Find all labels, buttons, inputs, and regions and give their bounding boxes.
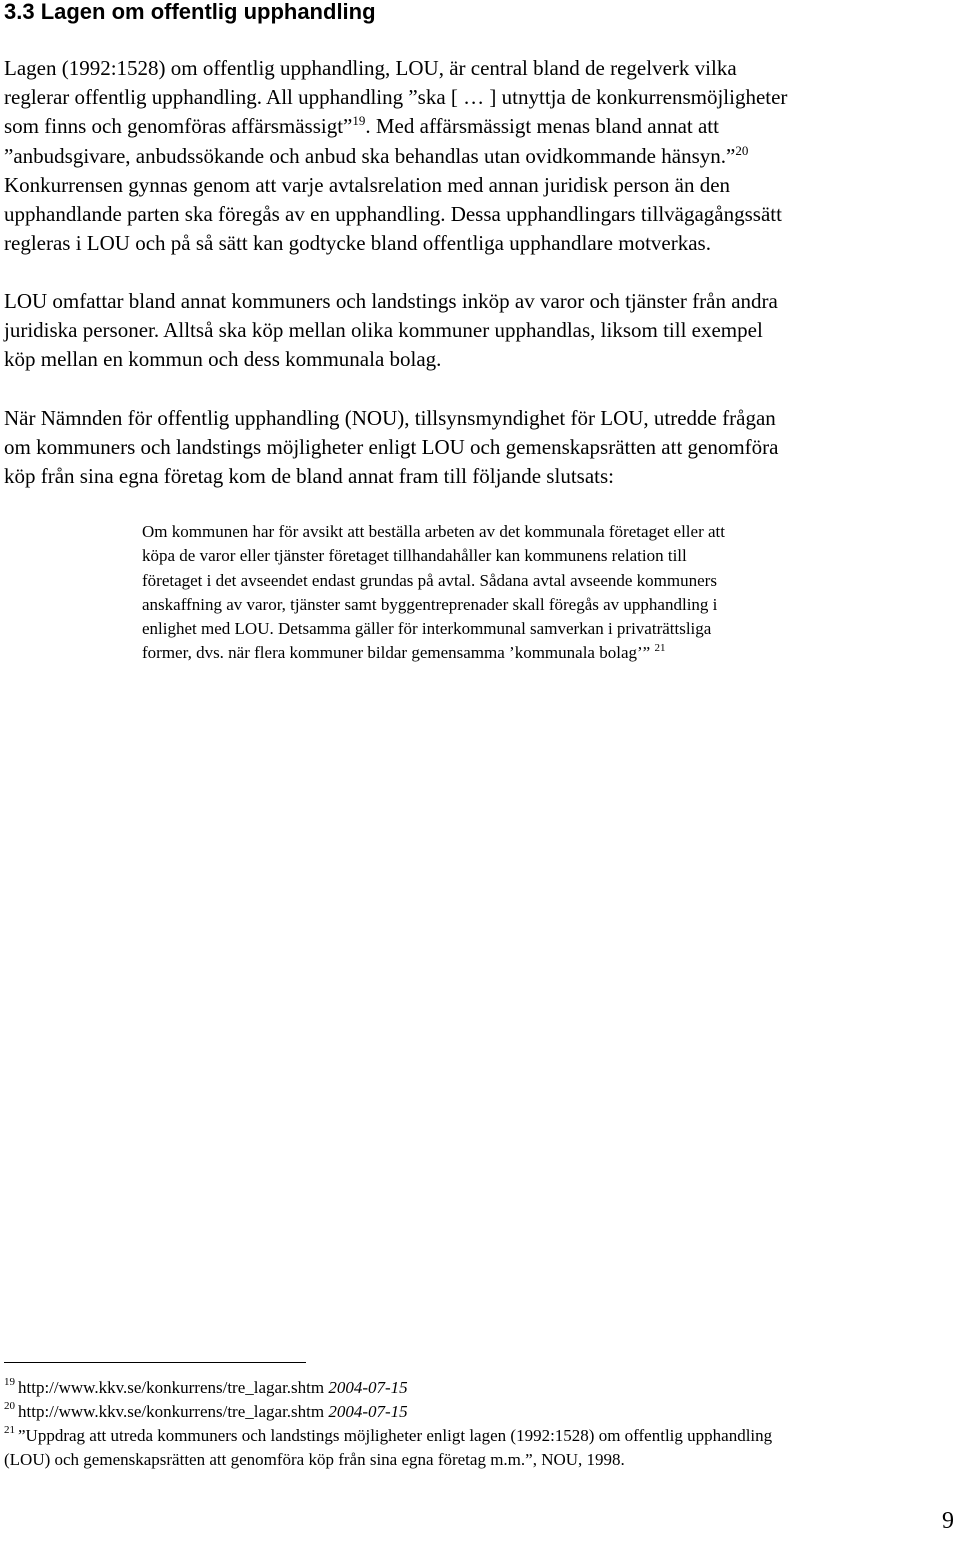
footnote-ref-19[interactable]: 19 <box>352 113 366 129</box>
text-segment: som finns och genomföras affärsmässigt” <box>4 114 353 139</box>
text-line <box>4 1424 956 1448</box>
quote-line <box>142 641 882 665</box>
footnote-ref-21[interactable]: 21 <box>654 642 666 655</box>
quote-line: företaget i det avseendet endast grundas på avtal. Sådana avtal avseende kommuners <box>142 570 717 590</box>
paragraph-lou-scope <box>4 287 956 375</box>
paragraph-nou-conclusion <box>4 404 956 492</box>
text-line: Konkurrensen gynnas genom att varje avtalsrelation med annan juridisk person än den <box>4 172 731 197</box>
text-segment: . Med affärsmässigt menas bland annat att <box>365 114 719 139</box>
section-heading: 3.3 Lagen om offentlig upphandling <box>4 0 376 24</box>
block-quote <box>142 520 882 666</box>
text-line: När Nämnden för offentlig upphandling (NOU), tillsynsmyndighet för LOU, utredde frågan <box>4 406 776 430</box>
text-segment: ”anbudsgivare, anbudssökande och anbud ska behandlas utan ovidkommande hänsyn.” <box>4 143 736 168</box>
footnote-date: 2004-07-15 <box>328 1378 408 1397</box>
quote-line: enlighet med LOU. Detsamma gäller för interkommunal samverkan i privaträttsliga <box>142 619 712 639</box>
footnote-date: 2004-07-15 <box>328 1402 408 1421</box>
text-segment: former, dvs. när flera kommuner bildar gemensamma ’kommunala bolag’” <box>142 643 651 663</box>
text-line: reglerar offentlig upphandling. All upphandling ”ska [ … ] utnyttja de konkurrensmöjligheter <box>4 85 788 110</box>
text-line: köp från sina egna företag kom de bland annat fram till följande slutsats: <box>4 464 614 489</box>
text-line <box>4 142 956 171</box>
text-line: juridiska personer. Alltså ska köp mellan olika kommuner upphandlas, liksom till exempel <box>4 318 763 343</box>
footnote-20 <box>4 1400 956 1424</box>
text-line <box>4 112 956 141</box>
footnote-url[interactable]: http://www.kkv.se/konkurrens/tre_lagar.shtm <box>18 1378 325 1397</box>
footnote-number: 21 <box>4 1424 15 1436</box>
footnote-number: 19 <box>4 1376 15 1388</box>
paragraph-lou-intro <box>4 54 956 258</box>
quote-line: köpa de varor eller tjänster företaget tillhandahåller kan kommunens relation till <box>142 546 687 566</box>
quote-line: anskaffning av varor, tjänster samt byggentreprenader skall föregås av upphandling i <box>142 594 718 614</box>
footnote-number: 20 <box>4 1400 15 1412</box>
footnote-text: ”Uppdrag att utreda kommuners och landstings möjligheter enligt lagen (1992:1528) om offentlig upphandling <box>18 1426 773 1445</box>
text-line: upphandlande parten ska föregås av en upphandling. Dessa upphandlingars tillvägagångssätt <box>4 202 782 227</box>
footnote-21 <box>4 1424 956 1472</box>
text-line: LOU omfattar bland annat kommuners och landstings inköp av varor och tjänster från andra <box>4 289 778 313</box>
page-number: 9 <box>942 1508 954 1534</box>
quote-line: Om kommunen har för avsikt att beställa arbeten av det kommunala företaget eller att <box>142 522 725 541</box>
footnote-ref-20[interactable]: 20 <box>735 142 749 158</box>
text-line: regleras i LOU och på så sätt kan godtycke bland offentliga upphandlare motverkas. <box>4 231 711 256</box>
text-line: (LOU) och gemenskapsrätten att genomföra köp från sina egna företag m.m.”, NOU, 1998. <box>4 1450 625 1469</box>
text-line: Lagen (1992:1528) om offentlig upphandling, LOU, är central bland de regelverk vilka <box>4 56 737 80</box>
footnote-divider <box>4 1362 306 1363</box>
footnote-url[interactable]: http://www.kkv.se/konkurrens/tre_lagar.shtm <box>18 1402 325 1421</box>
text-line: köp mellan en kommun och dess kommunala bolag. <box>4 347 442 372</box>
text-line: om kommuners och landstings möjligheter enligt LOU och gemenskapsrätten att genomföra <box>4 435 779 460</box>
footnote-19 <box>4 1376 956 1400</box>
